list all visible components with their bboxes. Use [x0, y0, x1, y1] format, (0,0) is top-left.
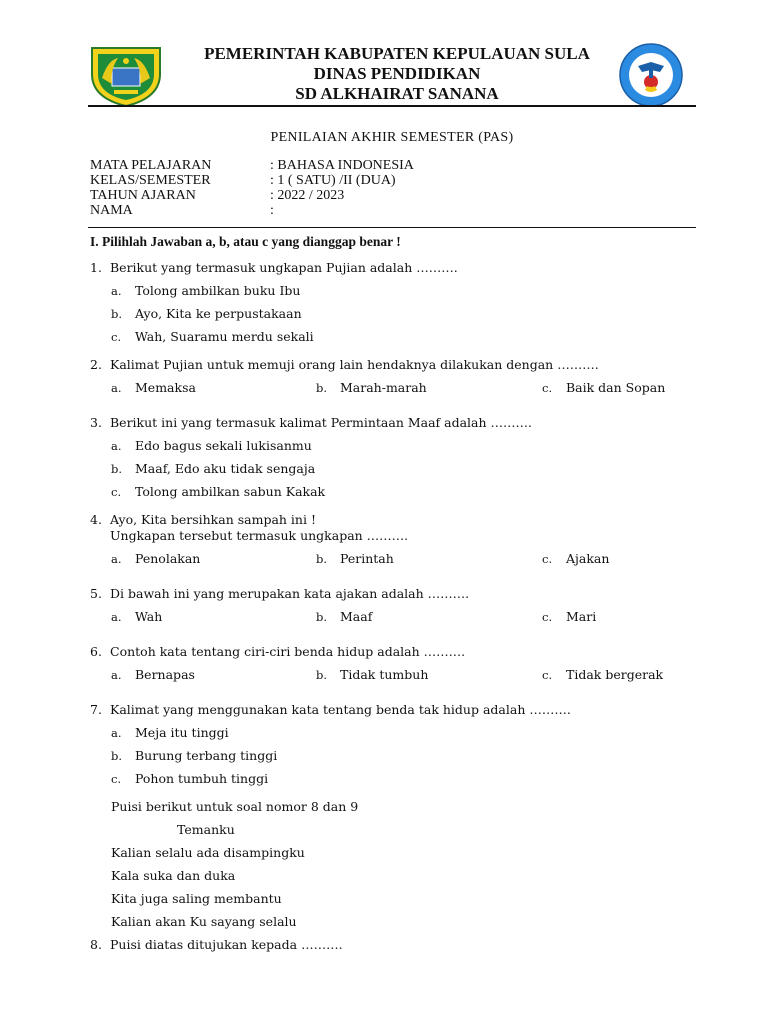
- option-a: a. Meja itu tinggi: [111, 725, 229, 740]
- letterhead-rule: [88, 105, 696, 107]
- option-b: b. Marah-marah: [316, 380, 427, 395]
- poem-block: [111, 799, 690, 930]
- letterhead-line-school: SD ALKHAIRAT SANANA: [295, 84, 499, 103]
- poem-line: Kala suka dan duka: [111, 868, 236, 883]
- identity-value: : 2022 / 2023: [270, 188, 345, 203]
- poem-intro: Puisi berikut untuk soal nomor 8 dan 9: [111, 799, 359, 814]
- question-1: [90, 260, 690, 345]
- question-2: [90, 357, 690, 403]
- question-text: Di bawah ini yang merupakan kata ajakan adalah ……….: [110, 586, 470, 601]
- option-a: a. Memaksa: [111, 380, 196, 395]
- option-b: b. Ayo, Kita ke perpustakaan: [111, 306, 302, 321]
- question-4: [90, 512, 690, 574]
- letterhead-text: [170, 44, 624, 104]
- option-a: a. Tolong ambilkan buku Ibu: [111, 283, 301, 298]
- kabupaten-kepulauan-sula-emblem-icon: [88, 44, 164, 108]
- question-text: Kalimat yang menggunakan kata tentang benda tak hidup adalah ……….: [110, 702, 571, 717]
- option-c: c. Tidak bergerak: [542, 667, 664, 682]
- option-b: b. Maaf, Edo aku tidak sengaja: [111, 461, 316, 476]
- poem-line: Kalian akan Ku sayang selalu: [111, 914, 297, 929]
- question-text: Berikut yang termasuk ungkapan Pujian adalah ……….: [110, 260, 458, 275]
- question-7: [90, 702, 690, 787]
- option-c: c. Pohon tumbuh tinggi: [111, 771, 269, 786]
- question-number: 3.: [90, 415, 102, 430]
- section-divider: [88, 227, 696, 228]
- identity-row-name: [90, 203, 414, 218]
- tut-wuri-handayani-emblem-icon: [618, 42, 684, 108]
- exam-content: [90, 234, 690, 953]
- instruction: I. Pilihlah Jawaban a, b, atau c yang dianggap benar !: [90, 234, 401, 249]
- identity-label: NAMA: [90, 203, 133, 218]
- option-a: a. Edo bagus sekali lukisanmu: [111, 438, 312, 453]
- identity-row-year: [90, 188, 414, 203]
- option-b: b. Tidak tumbuh: [316, 667, 429, 682]
- option-b: b. Perintah: [316, 551, 394, 566]
- option-c: c. Baik dan Sopan: [542, 380, 666, 395]
- identity-value: : BAHASA INDONESIA: [270, 158, 414, 173]
- poem-title: Temanku: [177, 822, 235, 837]
- identity-row-subject: [90, 158, 414, 173]
- exam-title: PENILAIAN AKHIR SEMESTER (PAS): [270, 130, 514, 145]
- question-text: Puisi diatas ditujukan kepada ……….: [110, 937, 343, 952]
- identity-label: MATA PELAJARAN: [90, 158, 212, 173]
- letterhead-line-government: PEMERINTAH KABUPATEN KEPULAUAN SULA: [204, 44, 590, 63]
- letterhead: [88, 38, 696, 110]
- option-c: c. Wah, Suaramu merdu sekali: [111, 329, 314, 344]
- question-8: [90, 937, 690, 953]
- option-b: b. Maaf: [316, 609, 373, 624]
- question-5: [90, 586, 690, 632]
- identity-label: KELAS/SEMESTER: [90, 173, 211, 188]
- option-a: a. Penolakan: [111, 551, 201, 566]
- option-c: c. Mari: [542, 609, 597, 624]
- option-a: a. Bernapas: [111, 667, 195, 682]
- question-number: 8.: [90, 937, 102, 952]
- option-c: c. Tolong ambilkan sabun Kakak: [111, 484, 326, 499]
- question-number: 7.: [90, 702, 102, 717]
- identity-label: TAHUN AJARAN: [90, 188, 196, 203]
- question-text: Contoh kata tentang ciri-ciri benda hidup adalah ……….: [110, 644, 466, 659]
- identity-row-class: [90, 173, 414, 188]
- question-number: 1.: [90, 260, 102, 275]
- question-text: Berikut ini yang termasuk kalimat Permintaan Maaf adalah ……….: [110, 415, 533, 430]
- question-number: 4.: [90, 512, 102, 527]
- question-text: Ayo, Kita bersihkan sampah ini !: [110, 512, 316, 527]
- option-c: c. Ajakan: [542, 551, 610, 566]
- question-3: [90, 415, 690, 500]
- question-number: 6.: [90, 644, 102, 659]
- poem-line: Kalian selalu ada disampingku: [111, 845, 305, 860]
- option-b: b. Burung terbang tinggi: [111, 748, 278, 763]
- question-6: [90, 644, 690, 690]
- identity-value: : 1 ( SATU) /II (DUA): [270, 173, 396, 188]
- exam-identity: [90, 158, 414, 218]
- question-number: 5.: [90, 586, 102, 601]
- option-a: a. Wah: [111, 609, 163, 624]
- question-text: Kalimat Pujian untuk memuji orang lain hendaknya dilakukan dengan ……….: [110, 357, 599, 372]
- letterhead-line-agency: DINAS PENDIDIKAN: [313, 64, 481, 83]
- identity-value: :: [270, 203, 274, 218]
- question-text-continuation: Ungkapan tersebut termasuk ungkapan ……….: [110, 528, 409, 543]
- question-number: 2.: [90, 357, 102, 372]
- poem-line: Kita juga saling membantu: [111, 891, 282, 906]
